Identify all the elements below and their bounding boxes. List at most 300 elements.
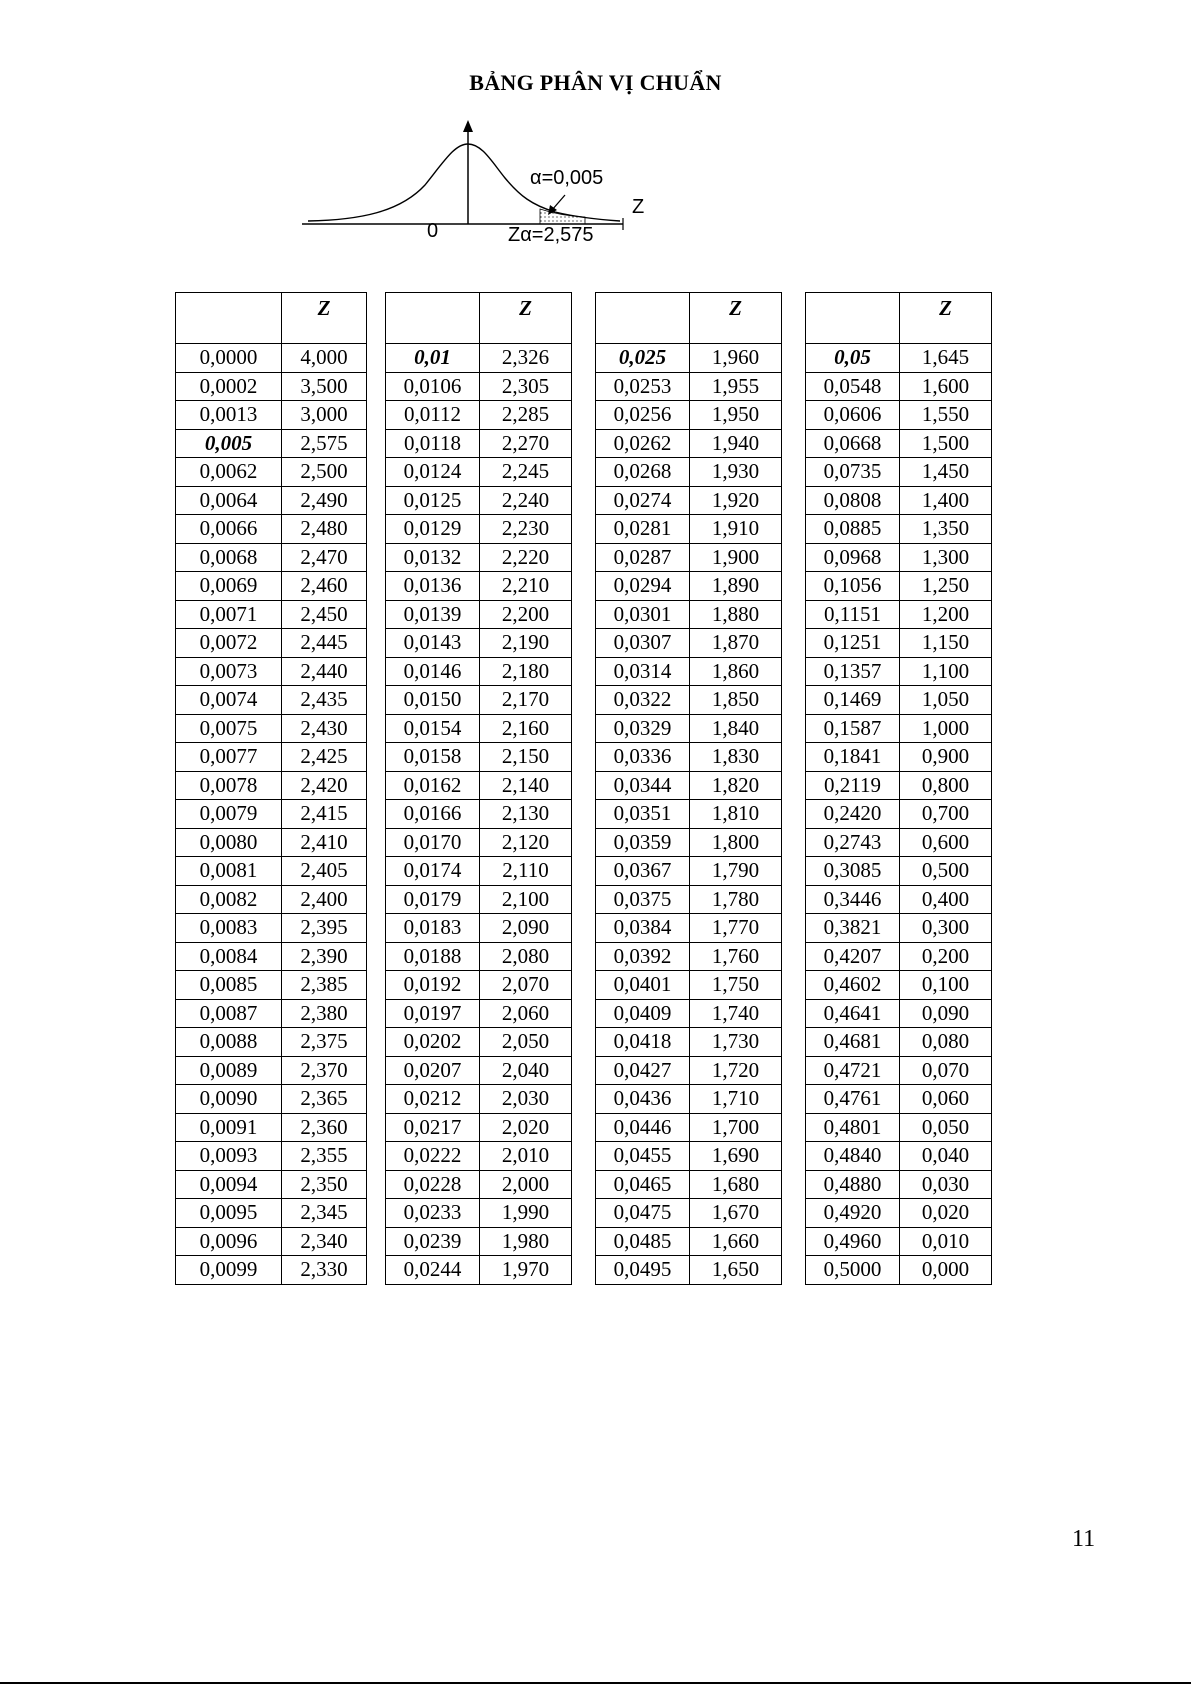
alpha-cell: 0,0158 bbox=[386, 743, 480, 772]
table-row bbox=[806, 857, 992, 886]
table-row bbox=[596, 714, 782, 743]
alpha-cell: 0,0885 bbox=[806, 515, 900, 544]
table-row bbox=[176, 572, 367, 601]
alpha-cell: 0,0314 bbox=[596, 657, 690, 686]
z-cell: 2,326 bbox=[480, 344, 572, 373]
alpha-label: α=0,005 bbox=[530, 167, 604, 189]
z-cell: 2,385 bbox=[282, 971, 367, 1000]
header-cell-z: Z bbox=[900, 293, 992, 344]
normal-curve-diagram bbox=[300, 120, 660, 270]
table-row bbox=[596, 429, 782, 458]
bottom-rule bbox=[0, 1682, 1191, 1684]
table-row bbox=[806, 657, 992, 686]
alpha-cell: 0,1251 bbox=[806, 629, 900, 658]
table-row bbox=[596, 401, 782, 430]
alpha-cell: 0,0336 bbox=[596, 743, 690, 772]
alpha-cell: 0,0465 bbox=[596, 1170, 690, 1199]
table-row bbox=[596, 1142, 782, 1171]
z-cell: 1,950 bbox=[690, 401, 782, 430]
table-header-row bbox=[176, 293, 367, 344]
alpha-cell: 0,3821 bbox=[806, 914, 900, 943]
alpha-cell: 0,0968 bbox=[806, 543, 900, 572]
alpha-cell: 0,4681 bbox=[806, 1028, 900, 1057]
z-cell: 1,740 bbox=[690, 999, 782, 1028]
alpha-cell: 0,0170 bbox=[386, 828, 480, 857]
table-row bbox=[386, 372, 572, 401]
table-row bbox=[596, 657, 782, 686]
alpha-cell: 0,0548 bbox=[806, 372, 900, 401]
alpha-cell: 0,0392 bbox=[596, 942, 690, 971]
z-cell: 1,850 bbox=[690, 686, 782, 715]
z-cell: 0,080 bbox=[900, 1028, 992, 1057]
alpha-cell: 0,0495 bbox=[596, 1256, 690, 1285]
table-row bbox=[386, 429, 572, 458]
table-row bbox=[386, 543, 572, 572]
alpha-cell: 0,1056 bbox=[806, 572, 900, 601]
z-cell: 1,830 bbox=[690, 743, 782, 772]
alpha-cell: 0,0668 bbox=[806, 429, 900, 458]
table-row bbox=[386, 486, 572, 515]
alpha-cell: 0,0064 bbox=[176, 486, 282, 515]
z-cell: 0,070 bbox=[900, 1056, 992, 1085]
z-cell: 2,100 bbox=[480, 885, 572, 914]
table-row bbox=[386, 401, 572, 430]
table-row bbox=[386, 629, 572, 658]
table-row bbox=[596, 1056, 782, 1085]
z-cell: 2,000 bbox=[480, 1170, 572, 1199]
z-cell: 0,020 bbox=[900, 1199, 992, 1228]
z-cell: 0,060 bbox=[900, 1085, 992, 1114]
z-cell: 0,800 bbox=[900, 771, 992, 800]
table-row bbox=[806, 828, 992, 857]
table-row bbox=[176, 828, 367, 857]
alpha-cell: 0,0091 bbox=[176, 1113, 282, 1142]
alpha-cell: 0,4880 bbox=[806, 1170, 900, 1199]
table-row bbox=[806, 1113, 992, 1142]
z-cell: 1,150 bbox=[900, 629, 992, 658]
z-cell: 0,010 bbox=[900, 1227, 992, 1256]
table-row bbox=[386, 1028, 572, 1057]
z-cell: 3,000 bbox=[282, 401, 367, 430]
table-row bbox=[176, 1113, 367, 1142]
z-cell: 0,500 bbox=[900, 857, 992, 886]
alpha-cell: 0,0359 bbox=[596, 828, 690, 857]
table-row bbox=[176, 1199, 367, 1228]
z-cell: 1,880 bbox=[690, 600, 782, 629]
alpha-cell: 0,4761 bbox=[806, 1085, 900, 1114]
alpha-pointer bbox=[552, 195, 565, 210]
alpha-cell: 0,2743 bbox=[806, 828, 900, 857]
alpha-cell: 0,0351 bbox=[596, 800, 690, 829]
alpha-cell: 0,0089 bbox=[176, 1056, 282, 1085]
alpha-cell: 0,0082 bbox=[176, 885, 282, 914]
z-cell: 0,090 bbox=[900, 999, 992, 1028]
z-cell: 1,910 bbox=[690, 515, 782, 544]
table-row bbox=[596, 572, 782, 601]
z-cell: 0,200 bbox=[900, 942, 992, 971]
table-row bbox=[176, 401, 367, 430]
z-cell: 2,345 bbox=[282, 1199, 367, 1228]
alpha-cell: 0,4840 bbox=[806, 1142, 900, 1171]
table-row bbox=[806, 885, 992, 914]
table-row bbox=[176, 486, 367, 515]
z-cell: 0,030 bbox=[900, 1170, 992, 1199]
alpha-cell: 0,0068 bbox=[176, 543, 282, 572]
z-cell: 1,670 bbox=[690, 1199, 782, 1228]
alpha-cell: 0,0125 bbox=[386, 486, 480, 515]
z-cell: 1,800 bbox=[690, 828, 782, 857]
z-cell: 2,365 bbox=[282, 1085, 367, 1114]
z-cell: 2,305 bbox=[480, 372, 572, 401]
table-row bbox=[176, 629, 367, 658]
table-row bbox=[386, 1170, 572, 1199]
alpha-cell: 0,0475 bbox=[596, 1199, 690, 1228]
z-cell: 1,790 bbox=[690, 857, 782, 886]
z-cell: 1,600 bbox=[900, 372, 992, 401]
alpha-cell: 0,0166 bbox=[386, 800, 480, 829]
alpha-cell: 0,0384 bbox=[596, 914, 690, 943]
alpha-cell: 0,0084 bbox=[176, 942, 282, 971]
header-cell-z: Z bbox=[282, 293, 367, 344]
z-cell: 3,500 bbox=[282, 372, 367, 401]
alpha-cell: 0,0274 bbox=[596, 486, 690, 515]
table-row bbox=[596, 743, 782, 772]
z-cell: 1,810 bbox=[690, 800, 782, 829]
z-cell: 2,170 bbox=[480, 686, 572, 715]
z-cell: 2,020 bbox=[480, 1113, 572, 1142]
alpha-cell: 0,4801 bbox=[806, 1113, 900, 1142]
z-cell: 1,960 bbox=[690, 344, 782, 373]
z-cell: 1,100 bbox=[900, 657, 992, 686]
z-cell: 2,360 bbox=[282, 1113, 367, 1142]
alpha-cell: 0,0096 bbox=[176, 1227, 282, 1256]
z-cell: 2,430 bbox=[282, 714, 367, 743]
z-cell: 2,070 bbox=[480, 971, 572, 1000]
table-row bbox=[386, 771, 572, 800]
table-row bbox=[176, 1028, 367, 1057]
table-row bbox=[176, 1170, 367, 1199]
alpha-cell: 0,0207 bbox=[386, 1056, 480, 1085]
quantile-table-4 bbox=[805, 292, 992, 1285]
table-row bbox=[386, 1113, 572, 1142]
table-row bbox=[386, 942, 572, 971]
table-row bbox=[806, 1142, 992, 1171]
alpha-cell: 0,0281 bbox=[596, 515, 690, 544]
table-row bbox=[176, 743, 367, 772]
table-row bbox=[596, 344, 782, 373]
z-cell: 1,955 bbox=[690, 372, 782, 401]
z-cell: 2,405 bbox=[282, 857, 367, 886]
z-cell: 2,330 bbox=[282, 1256, 367, 1285]
z-cell: 2,210 bbox=[480, 572, 572, 601]
table-row bbox=[386, 344, 572, 373]
table-row bbox=[176, 344, 367, 373]
alpha-cell: 0,0112 bbox=[386, 401, 480, 430]
z-cell: 1,710 bbox=[690, 1085, 782, 1114]
z-cell: 2,140 bbox=[480, 771, 572, 800]
z-cell: 2,080 bbox=[480, 942, 572, 971]
z-cell: 1,450 bbox=[900, 458, 992, 487]
z-cell: 0,600 bbox=[900, 828, 992, 857]
z-cell: 1,750 bbox=[690, 971, 782, 1000]
alpha-cell: 0,0409 bbox=[596, 999, 690, 1028]
alpha-cell: 0,0093 bbox=[176, 1142, 282, 1171]
table-row bbox=[596, 857, 782, 886]
table-row bbox=[386, 857, 572, 886]
alpha-cell: 0,0078 bbox=[176, 771, 282, 800]
table-row bbox=[386, 458, 572, 487]
alpha-cell: 0,0322 bbox=[596, 686, 690, 715]
alpha-cell: 0,0192 bbox=[386, 971, 480, 1000]
z-alpha-label: Zα=2,575 bbox=[508, 224, 594, 246]
table-row bbox=[596, 1028, 782, 1057]
table-row bbox=[176, 600, 367, 629]
alpha-cell: 0,0162 bbox=[386, 771, 480, 800]
alpha-cell: 0,0069 bbox=[176, 572, 282, 601]
alpha-cell: 0,0099 bbox=[176, 1256, 282, 1285]
table-row bbox=[596, 600, 782, 629]
table-row bbox=[386, 999, 572, 1028]
alpha-cell: 0,0268 bbox=[596, 458, 690, 487]
header-cell-z: Z bbox=[690, 293, 782, 344]
table-row bbox=[806, 999, 992, 1028]
table-row bbox=[176, 885, 367, 914]
z-cell: 1,920 bbox=[690, 486, 782, 515]
z-cell: 2,460 bbox=[282, 572, 367, 601]
alpha-cell: 0,0212 bbox=[386, 1085, 480, 1114]
alpha-cell: 0,4641 bbox=[806, 999, 900, 1028]
z-cell: 2,470 bbox=[282, 543, 367, 572]
z-cell: 0,700 bbox=[900, 800, 992, 829]
table-row bbox=[596, 1113, 782, 1142]
z-cell: 2,285 bbox=[480, 401, 572, 430]
table-row bbox=[386, 657, 572, 686]
alpha-cell: 0,0077 bbox=[176, 743, 282, 772]
table-header-row bbox=[596, 293, 782, 344]
table-row bbox=[806, 458, 992, 487]
table-row bbox=[596, 1170, 782, 1199]
z-cell: 1,645 bbox=[900, 344, 992, 373]
header-cell-alpha bbox=[176, 293, 282, 344]
z-cell: 2,370 bbox=[282, 1056, 367, 1085]
alpha-cell: 0,0446 bbox=[596, 1113, 690, 1142]
table-row bbox=[806, 486, 992, 515]
z-cell: 1,730 bbox=[690, 1028, 782, 1057]
alpha-cell: 0,0301 bbox=[596, 600, 690, 629]
alpha-cell: 0,0197 bbox=[386, 999, 480, 1028]
alpha-cell: 0,0367 bbox=[596, 857, 690, 886]
table-row bbox=[176, 515, 367, 544]
alpha-cell: 0,0079 bbox=[176, 800, 282, 829]
alpha-cell: 0,0344 bbox=[596, 771, 690, 800]
table-row bbox=[176, 1056, 367, 1085]
alpha-cell: 0,5000 bbox=[806, 1256, 900, 1285]
table-row bbox=[806, 942, 992, 971]
table-row bbox=[176, 942, 367, 971]
z-cell: 0,400 bbox=[900, 885, 992, 914]
z-cell: 1,350 bbox=[900, 515, 992, 544]
origin-label: 0 bbox=[427, 220, 439, 242]
alpha-cell: 0,1841 bbox=[806, 743, 900, 772]
z-cell: 1,980 bbox=[480, 1227, 572, 1256]
table-row bbox=[806, 743, 992, 772]
z-cell: 2,190 bbox=[480, 629, 572, 658]
alpha-cell: 0,0485 bbox=[596, 1227, 690, 1256]
alpha-cell: 0,3085 bbox=[806, 857, 900, 886]
table-row bbox=[806, 629, 992, 658]
z-cell: 2,500 bbox=[282, 458, 367, 487]
alpha-cell: 0,0202 bbox=[386, 1028, 480, 1057]
z-cell: 2,395 bbox=[282, 914, 367, 943]
alpha-cell: 0,05 bbox=[806, 344, 900, 373]
table-row bbox=[176, 800, 367, 829]
alpha-cell: 0,4721 bbox=[806, 1056, 900, 1085]
table-row bbox=[386, 600, 572, 629]
quantile-table-3 bbox=[595, 292, 782, 1285]
table-row bbox=[806, 971, 992, 1000]
z-cell: 2,380 bbox=[282, 999, 367, 1028]
table-row bbox=[386, 572, 572, 601]
alpha-cell: 0,0000 bbox=[176, 344, 282, 373]
table-row bbox=[806, 344, 992, 373]
z-cell: 2,575 bbox=[282, 429, 367, 458]
z-cell: 2,490 bbox=[282, 486, 367, 515]
table-row bbox=[386, 1056, 572, 1085]
alpha-cell: 0,0436 bbox=[596, 1085, 690, 1114]
header-cell-z: Z bbox=[480, 293, 572, 344]
table-row bbox=[596, 971, 782, 1000]
alpha-cell: 0,0154 bbox=[386, 714, 480, 743]
alpha-cell: 0,0094 bbox=[176, 1170, 282, 1199]
table-row bbox=[386, 1085, 572, 1114]
z-cell: 1,200 bbox=[900, 600, 992, 629]
table-row bbox=[176, 458, 367, 487]
alpha-cell: 0,0143 bbox=[386, 629, 480, 658]
alpha-cell: 0,1151 bbox=[806, 600, 900, 629]
table-row bbox=[596, 828, 782, 857]
alpha-cell: 0,1587 bbox=[806, 714, 900, 743]
alpha-cell: 0,0139 bbox=[386, 600, 480, 629]
table-row bbox=[386, 1227, 572, 1256]
table-row bbox=[386, 714, 572, 743]
z-cell: 2,450 bbox=[282, 600, 367, 629]
alpha-cell: 0,0106 bbox=[386, 372, 480, 401]
alpha-cell: 0,0124 bbox=[386, 458, 480, 487]
table-row bbox=[596, 543, 782, 572]
z-cell: 2,350 bbox=[282, 1170, 367, 1199]
alpha-cell: 0,0118 bbox=[386, 429, 480, 458]
z-cell: 2,090 bbox=[480, 914, 572, 943]
alpha-cell: 0,0418 bbox=[596, 1028, 690, 1057]
alpha-cell: 0,0083 bbox=[176, 914, 282, 943]
alpha-cell: 0,0002 bbox=[176, 372, 282, 401]
alpha-cell: 0,0088 bbox=[176, 1028, 282, 1057]
table-row bbox=[596, 1256, 782, 1285]
alpha-cell: 0,0073 bbox=[176, 657, 282, 686]
z-cell: 2,410 bbox=[282, 828, 367, 857]
alpha-cell: 0,0174 bbox=[386, 857, 480, 886]
z-cell: 2,270 bbox=[480, 429, 572, 458]
alpha-cell: 0,01 bbox=[386, 344, 480, 373]
table-row bbox=[596, 1227, 782, 1256]
alpha-cell: 0,0606 bbox=[806, 401, 900, 430]
quantile-table-1 bbox=[175, 292, 367, 1285]
z-cell: 2,355 bbox=[282, 1142, 367, 1171]
z-cell: 2,120 bbox=[480, 828, 572, 857]
alpha-cell: 0,0228 bbox=[386, 1170, 480, 1199]
table-row bbox=[806, 429, 992, 458]
alpha-cell: 0,2420 bbox=[806, 800, 900, 829]
alpha-cell: 0,025 bbox=[596, 344, 690, 373]
table-row bbox=[176, 914, 367, 943]
z-cell: 1,690 bbox=[690, 1142, 782, 1171]
table-row bbox=[596, 686, 782, 715]
z-cell: 1,780 bbox=[690, 885, 782, 914]
z-cell: 1,550 bbox=[900, 401, 992, 430]
table-row bbox=[806, 1256, 992, 1285]
table-row bbox=[596, 885, 782, 914]
z-cell: 2,390 bbox=[282, 942, 367, 971]
z-cell: 2,160 bbox=[480, 714, 572, 743]
alpha-cell: 0,4207 bbox=[806, 942, 900, 971]
z-cell: 2,110 bbox=[480, 857, 572, 886]
z-cell: 2,130 bbox=[480, 800, 572, 829]
alpha-cell: 0,1469 bbox=[806, 686, 900, 715]
alpha-cell: 0,0401 bbox=[596, 971, 690, 1000]
alpha-cell: 0,1357 bbox=[806, 657, 900, 686]
alpha-cell: 0,0375 bbox=[596, 885, 690, 914]
page-title: BẢNG PHÂN VỊ CHUẨN bbox=[469, 70, 722, 95]
alpha-cell: 0,0329 bbox=[596, 714, 690, 743]
z-cell: 2,220 bbox=[480, 543, 572, 572]
z-cell: 2,060 bbox=[480, 999, 572, 1028]
alpha-cell: 0,0085 bbox=[176, 971, 282, 1000]
alpha-cell: 0,4960 bbox=[806, 1227, 900, 1256]
table-row bbox=[806, 600, 992, 629]
quantile-table-2 bbox=[385, 292, 572, 1285]
z-cell: 2,245 bbox=[480, 458, 572, 487]
z-cell: 2,030 bbox=[480, 1085, 572, 1114]
header-cell-alpha bbox=[596, 293, 690, 344]
alpha-cell: 0,0075 bbox=[176, 714, 282, 743]
alpha-cell: 0,0217 bbox=[386, 1113, 480, 1142]
table-row bbox=[596, 629, 782, 658]
alpha-cell: 0,0136 bbox=[386, 572, 480, 601]
z-cell: 2,480 bbox=[282, 515, 367, 544]
table-row bbox=[596, 515, 782, 544]
alpha-cell: 0,0735 bbox=[806, 458, 900, 487]
table-row bbox=[806, 1170, 992, 1199]
z-cell: 1,870 bbox=[690, 629, 782, 658]
table-row bbox=[596, 800, 782, 829]
alpha-cell: 0,0183 bbox=[386, 914, 480, 943]
table-row bbox=[806, 1085, 992, 1114]
z-cell: 2,435 bbox=[282, 686, 367, 715]
z-cell: 0,900 bbox=[900, 743, 992, 772]
alpha-cell: 0,0129 bbox=[386, 515, 480, 544]
z-cell: 2,420 bbox=[282, 771, 367, 800]
alpha-cell: 0,0233 bbox=[386, 1199, 480, 1228]
table-row bbox=[176, 999, 367, 1028]
alpha-cell: 0,0062 bbox=[176, 458, 282, 487]
table-row bbox=[806, 543, 992, 572]
alpha-cell: 0,0179 bbox=[386, 885, 480, 914]
z-cell: 2,400 bbox=[282, 885, 367, 914]
z-cell: 4,000 bbox=[282, 344, 367, 373]
alpha-cell: 0,0095 bbox=[176, 1199, 282, 1228]
z-cell: 1,400 bbox=[900, 486, 992, 515]
z-cell: 2,415 bbox=[282, 800, 367, 829]
